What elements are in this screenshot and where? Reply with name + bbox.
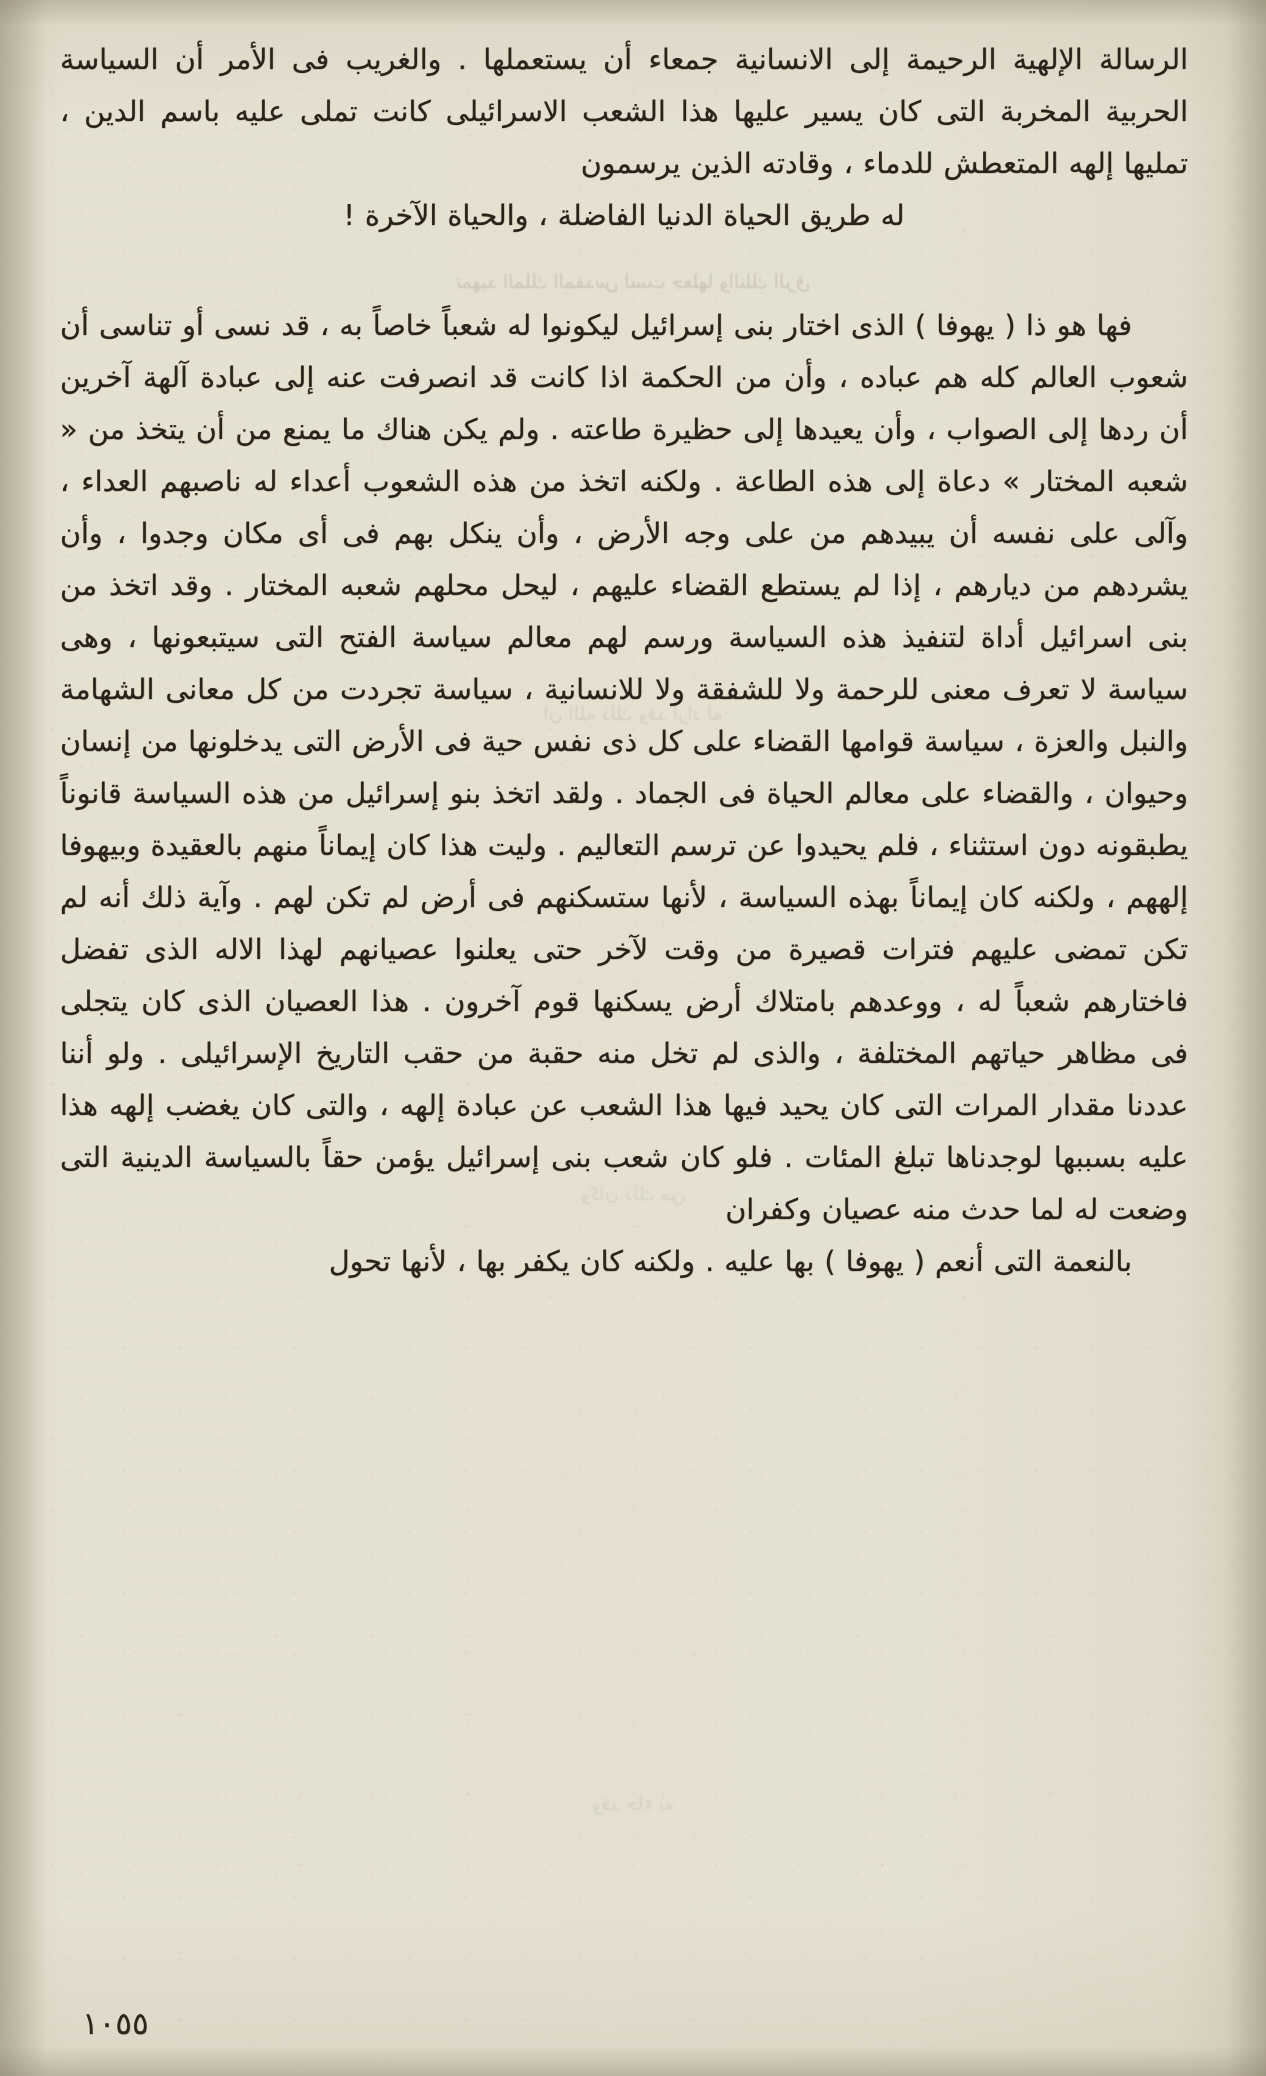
text-line: أن السياسة الحربية المخربة التى كان يسير عليها هذا الشعب الاسرائيلى كانت <box>60 43 1188 128</box>
text-line: قد انصرفت عنه إلى عبادة آلهة آخرين أن ردها إلى الصواب ، وأن يعيدها <box>60 361 1189 446</box>
text-line: تملى عليه باسم الدين ، تمليها إلهه المتعطش للدماء ، وقادته الذين يرسمون <box>60 95 1188 180</box>
text-line: وجدوا ، وأن يشردهم من ديارهم ، إذا لم يستطع القضاء عليهم ، ليحل <box>60 517 1189 602</box>
text-line: إلى حظيرة طاعته . ولم يكن هناك ما يمنع من أن يتخذ من « شعبه المختار » <box>60 413 1188 498</box>
text-line: بنو إسرائيل من هذه السياسة قانوناً يطبقونه دون استثناء ، فلم يحيدوا <box>60 777 1189 862</box>
show-through-text-lower: وكان ذلك من <box>580 1183 686 1205</box>
bottom-edge-shadow <box>0 2046 1266 2076</box>
text-line: قد نسى أو تناسى أن شعوب العالم كله هم عباده ، وأن من الحكمة اذا كانت <box>60 309 1188 394</box>
text-line: المرات التى كان يحيد فيها هذا الشعب عن عبادة إلهه ، والتى كان يغضب <box>165 1089 1038 1122</box>
show-through-text-upper: تمهيد الملك المقدس لست جعلها والتلك الرق <box>456 271 810 293</box>
text-line: وآلى على نفسه أن يبيدهم من على وجه الأرض ، وأن ينكل بهم فى أى مكان <box>222 517 1189 550</box>
text-line: ورسم لهم معالم سياسة الفتح التى سيتبعونها ، وهى سياسة لا تعرف معنى للرحمة <box>60 621 1188 706</box>
paragraph-1 <box>60 34 1188 242</box>
text-line: بالنعمة التى أنعم ( يهوفا ) بها عليه . ولكنه كان يكفر بها ، لأنها تحول <box>328 1245 1132 1278</box>
text-line: والذى لم تخل منه حقبة من حقب التاريخ الإسرائيلى . ولو أننا عددنا مقدار <box>60 1037 1189 1122</box>
text-line: والعزة ، سياسة قوامها القضاء على كل ذى نفس حية فى الأرض التى يدخلونها <box>188 725 1109 758</box>
text-line: أنه لم تكن تمضى عليهم فترات قصيرة من وقت لآخر حتى يعلنوا عصيانهم <box>60 881 1189 966</box>
page-number: ١٠٥٥ <box>82 2006 149 2042</box>
text-line: كان إيماناً بهذه السياسة ، لأنها ستسكنهم فى أرض لم تكن لهم . وآية ذلك <box>140 881 1022 914</box>
text-line: له طريق الحياة الدنيا الفاضلة ، والحياة الآخرة ! <box>343 199 905 232</box>
text-line: من إنسان وحيوان ، والقضاء على معالم الحياة فى الجماد . ولقد اتخذ <box>60 725 1189 810</box>
text-line: لهذا الاله الذى تفضل فاختارهم شعباً له ، ووعدهم بامتلاك أرض يسكنها <box>60 933 1189 1018</box>
show-through-text-bottom: وقد جاء به <box>591 1793 675 1815</box>
text-line: قوم آخرون . هذا العصيان الذى كان يتجلى فى مظاهر حياتهم المختلفة ، <box>60 985 1188 1070</box>
text-line: عن ترسم التعاليم . وليت هذا كان إيماناً منهم بالعقيدة وبيهوفا إلههم ، ولكنه <box>60 829 1189 914</box>
gutter-shadow <box>0 0 46 2076</box>
text-line: ولا للشفقة ولا للانسانية ، سياسة تجردت من كل معانى الشهامة والنبل <box>60 673 1188 758</box>
text-line: يؤمن حقاً بالسياسة الدينية التى وضعت له لما حدث منه عصيان وكفران <box>60 1141 1188 1226</box>
body-text-block <box>60 34 1188 1288</box>
right-edge-shadow <box>1226 0 1266 2076</box>
paragraph-2 <box>60 300 1188 1288</box>
text-line: إلهه هذا عليه بسببها لوجدناها تبلغ المئات . فلو كان شعب بنى إسرائيل <box>60 1089 1188 1174</box>
text-line: محلهم شعبه المختار . وقد اتخذ من بنى اسرائيل أداة لتنفيذ هذه السياسة <box>60 569 1188 654</box>
top-edge-shadow <box>0 0 1266 26</box>
text-line: فها هو ذا ( يهوفا ) الذى اختار بنى إسرائيل ليكونوا له شعباً خاصاً به ، <box>320 309 1132 342</box>
text-line: الرسالة الإلهية الرحيمة إلى الانسانية جمعاء أن يستعملها . والغريب فى الأمر <box>220 43 1188 76</box>
show-through-text-middle: ان الله ذلك وقد أراد له <box>543 703 723 725</box>
text-line: دعاة إلى هذه الطاعة . ولكنه اتخذ من هذه الشعوب أعداء له ناصبهم العداء ، <box>60 465 991 498</box>
